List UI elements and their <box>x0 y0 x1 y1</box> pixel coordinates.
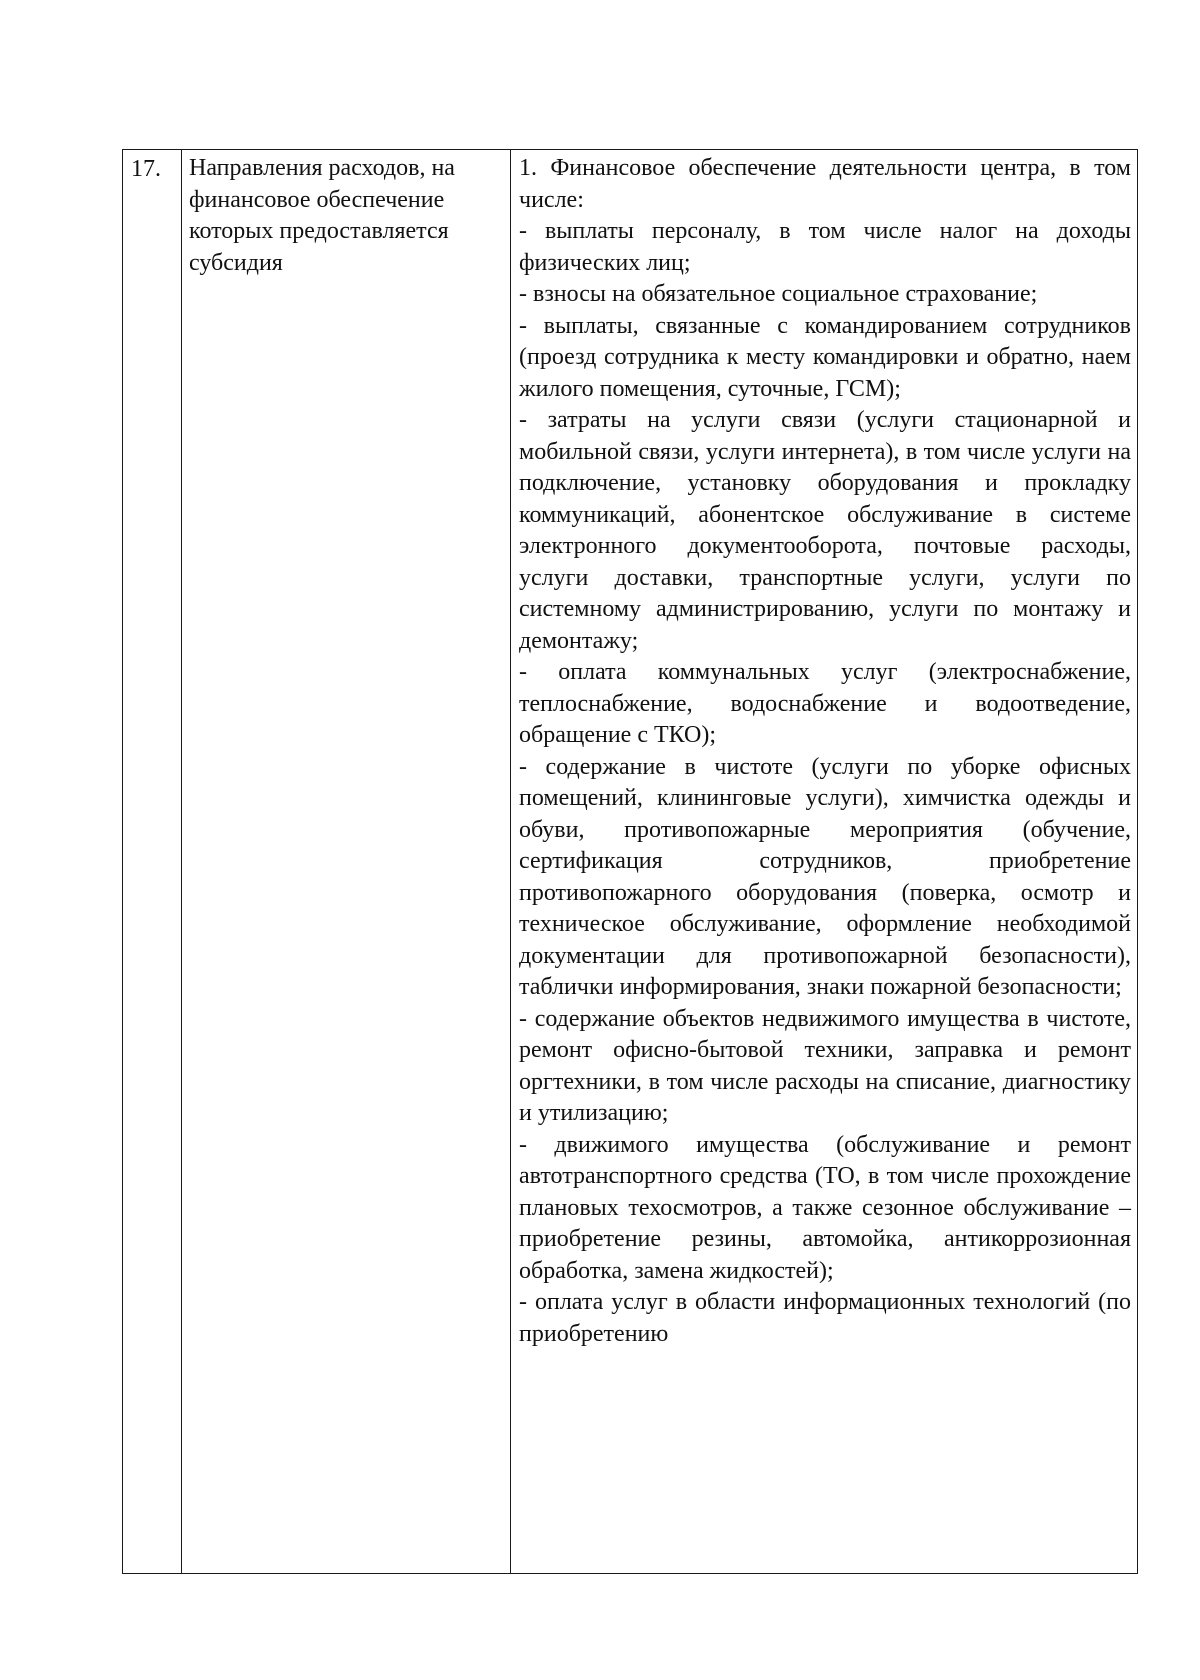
row-number: 17. <box>131 156 161 182</box>
paragraph-movable-property: - движимого имущества (обслуживание и ремонт автотранспортного средства (ТО, в том числе прохождение плановых техосмотров, а также сезонное обслуживание – приобретение резины, автомойка, антикоррозионная обработка, замена жидкостей); <box>519 1131 1131 1284</box>
paragraph-utilities: - оплата коммунальных услуг (электроснабжение, теплоснабжение, водоснабжение и водоотведение, обращение с ТКО); <box>519 659 1131 748</box>
paragraph-financing-intro: 1. Финансовое обеспечение деятельности центра, в том числе: <box>519 155 1131 213</box>
subsidy-table <box>122 149 1138 1574</box>
paragraph-social-insurance: - взносы на обязательное социальное страхование; <box>519 281 1038 307</box>
row-label-cell <box>182 150 511 1574</box>
paragraph-staff-payments: - выплаты персоналу, в том числе налог на доходы физических лиц; <box>519 218 1131 276</box>
paragraph-it-services: - оплата услуг в области информационных технологий (по приобретению <box>519 1289 1131 1347</box>
paragraph-real-estate-maintenance: - содержание объектов недвижимого имущества в чистоте, ремонт офисно-бытовой техники, заправка и ремонт оргтехники, в том числе расходы на списание, диагностику и утилизацию; <box>519 1005 1131 1126</box>
paragraph-cleaning-fire-safety: - содержание в чистоте (услуги по уборке офисных помещений, клининговые услуги), химчистка одежды и обуви, противопожарные мероприятия (обучение, сертификация сотрудников, приобретение противопожарного оборудования (поверка, осмотр и техническое обслуживание, оформление необходимой документации для противопожарной безопасности), таблички информирования, знаки пожарной безопасности; <box>519 753 1131 1000</box>
row-content-cell <box>511 150 1138 1574</box>
row-label: Направления расходов, на финансовое обеспечение которых предоставляется субсидия <box>189 155 455 276</box>
paragraph-communication-costs: - затраты на услуги связи (услуги стационарной и мобильной связи, услуги интернета), в том числе услуги на подключение, установку оборудования и прокладку коммуникаций, абонентское обслуживание в системе электронного документооборота, почтовые расходы, услуги доставки, транспортные услуги, услуги по системному администрированию, услуги по монтажу и демонтажу; <box>519 407 1131 654</box>
table-row <box>123 150 1138 1574</box>
row-number-cell <box>123 150 182 1574</box>
paragraph-business-trips: - выплаты, связанные с командированием сотрудников (проезд сотрудника к месту командировки и обратно, наем жилого помещения, суточные, ГСМ); <box>519 312 1131 402</box>
